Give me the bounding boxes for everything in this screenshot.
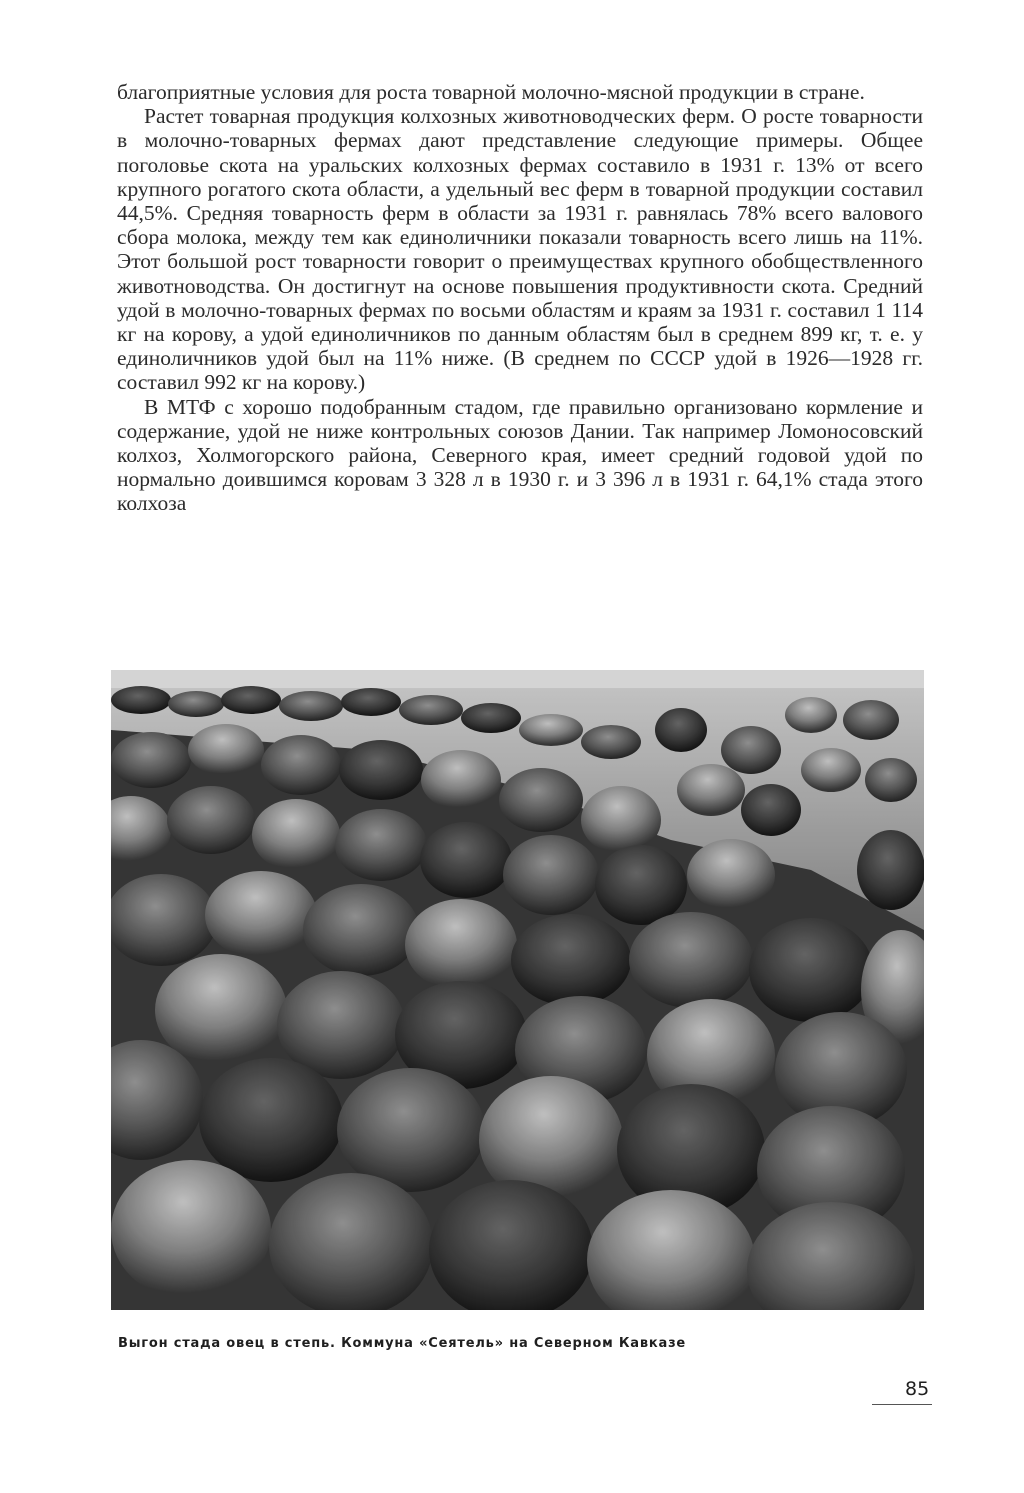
paragraph-3: В МТФ с хорошо подобранным стадом, где правильно организовано кормление и содержание, удой не ниже контрольных союзов Дании. Так например Ломоносовский колхоз, Холмогорского района, Северного края, имеет средний годовой удой по нормально доившимся коровам 3 328 л в 1930 г. и 3 396 л в 1931 г. 64,1% стада этого колхоза bbox=[117, 394, 923, 516]
photo-caption: Выгон стада овец в степь. Коммуна «Сеятель» на Северном Кавказе bbox=[118, 1336, 687, 1351]
paragraph-2: Растет товарная продукция колхозных животноводческих ферм. О росте товарности в молочно-товарных фермах дают представление следующие примеры. Общее поголовье скота на уральских колхозных фермах составило в 1931 г. 13% от всего крупного рогатого скота области, а удельный вес ферм в товарной продукции составил 44,5%. Средняя товарность ферм в области за 1931 г. равнялась 78% всего валового сбора молока, между тем как единоличники показали товарность всего лишь на 11%. Этот большой рост товарности говорит о преимуществах крупного обобществленного животноводства. Он достигнут на основе повышения продуктивности скота. Средний удой в молочно-товарных фермах по восьми областям и краям за 1931 г. составил 1 114 кг на корову, а удой единоличников по данным областям был в среднем 899 кг, т. е. у единоличников удой был на 11% ниже. (В среднем по СССР удой в 1926—1928 гг. составил 992 кг на корову.) bbox=[117, 104, 923, 395]
sheep-flock-photo bbox=[111, 670, 924, 1310]
page-number: 85 bbox=[905, 1378, 930, 1400]
paragraph-1: благоприятные условия для роста товарной молочно-мясной продукции в стране. bbox=[117, 80, 865, 104]
page-number-rule bbox=[872, 1404, 932, 1405]
body-text bbox=[117, 80, 923, 516]
